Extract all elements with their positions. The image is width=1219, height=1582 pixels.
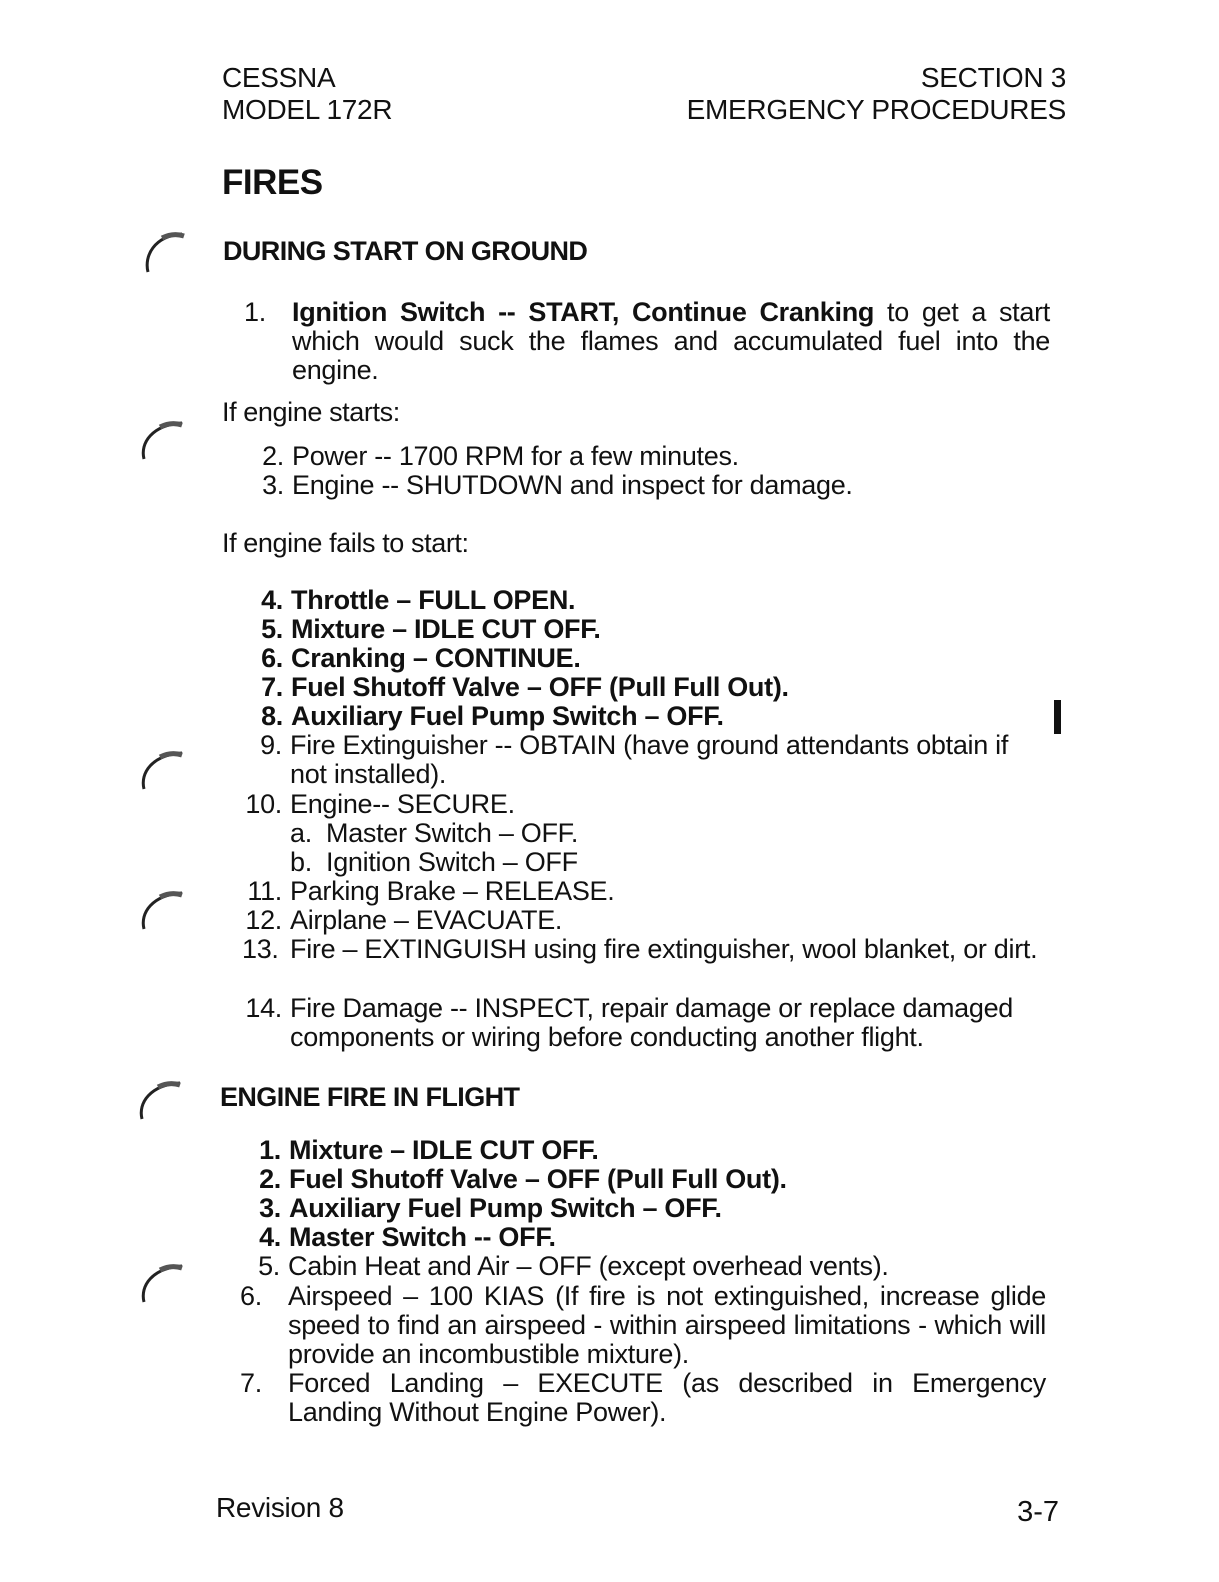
step-number: 14. [245, 993, 282, 1023]
step-text: Engine -- SHUTDOWN and inspect for damage. [292, 470, 853, 500]
step-text: Engine-- SECURE. [290, 789, 515, 819]
procedure-step [245, 789, 1048, 819]
procedure-step [259, 1222, 1047, 1252]
step-number: 7. [261, 672, 283, 702]
step-text: Fire Extinguisher -- OBTAIN (have ground attendants obtain if not installed). [290, 730, 1009, 789]
binder-hole-icon [138, 415, 186, 463]
step-number: 2. [259, 1164, 281, 1194]
step-number: 10. [245, 789, 282, 819]
step-text: Fuel Shutoff Valve – OFF (Pull Full Out). [291, 672, 789, 702]
procedure-step [244, 297, 1050, 385]
step-text: Throttle – FULL OPEN. [291, 585, 576, 615]
step-number: 13. [242, 934, 279, 964]
header-section: SECTION 3 [920, 62, 1066, 93]
binder-hole-icon [138, 1258, 186, 1306]
step-number: 1. [244, 297, 266, 327]
procedure-step [262, 470, 1050, 500]
procedure-step [247, 876, 1048, 906]
binder-hole-icon [140, 228, 188, 276]
procedure-step [259, 1164, 1047, 1194]
step-text: Fire – EXTINGUISH using fire extinguisher, wool blanket, or dirt. [290, 934, 1038, 964]
step-number: 11. [247, 876, 282, 906]
revision-change-bar [1054, 700, 1061, 734]
step-text: Airspeed – 100 KIAS (If fire is not extinguished, increase glide speed to find an airspeed - within airspeed limitations - which will provide an incombustible mixture). [288, 1281, 1046, 1369]
step-text: Auxiliary Fuel Pump Switch – OFF. [289, 1193, 722, 1223]
procedure-step [258, 1251, 1046, 1281]
step-text: Cabin Heat and Air – OFF (except overhead vents). [288, 1251, 889, 1281]
step-text: Airplane – EVACUATE. [290, 905, 563, 935]
substep-letter: a. [290, 818, 312, 848]
header-left [222, 62, 392, 126]
footer-revision: Revision 8 [216, 1492, 344, 1523]
step-text: Mixture – IDLE CUT OFF. [291, 614, 601, 644]
procedure-substep [290, 818, 1046, 848]
substep-text: Ignition Switch – OFF [326, 847, 578, 877]
procedure-step [240, 1368, 1046, 1427]
step-number: 4. [261, 585, 283, 615]
section-heading-start-on-ground: DURING START ON GROUND [223, 236, 588, 266]
procedure-substep [290, 847, 1046, 877]
step-text: Cranking – CONTINUE. [291, 643, 581, 673]
step-action: Ignition Switch -- START, Continue Cranking [292, 297, 875, 327]
condition-engine-fails: If engine fails to start: [222, 528, 469, 558]
step-text: Fire Damage -- INSPECT, repair damage or replace damaged components or wiring before conducting another flight. [290, 993, 1014, 1052]
procedure-step [261, 643, 1049, 673]
step-text: Master Switch -- OFF. [289, 1222, 556, 1252]
step-number: 1. [259, 1135, 281, 1165]
procedure-step [260, 730, 1048, 789]
step-number: 6. [240, 1281, 262, 1311]
section-heading-engine-fire-in-flight: ENGINE FIRE IN FLIGHT [220, 1082, 520, 1112]
substep-letter: b. [290, 847, 312, 877]
step-text: Parking Brake – RELEASE. [290, 876, 615, 906]
binder-hole-icon [138, 885, 186, 933]
step-number: 5. [261, 614, 283, 644]
header-manufacturer: CESSNA [222, 62, 336, 93]
step-number: 9. [260, 730, 282, 760]
binder-hole-icon [138, 745, 186, 793]
step-number: 7. [240, 1368, 262, 1398]
step-number: 4. [259, 1222, 281, 1252]
procedure-step [261, 585, 1049, 615]
step-text: Auxiliary Fuel Pump Switch – OFF. [291, 701, 724, 731]
step-detail: to get a start which would suck the flames and accumulated fuel into the engine. [292, 297, 1050, 385]
step-text: Power -- 1700 RPM for a few minutes. [292, 441, 739, 471]
procedure-step [261, 672, 1049, 702]
procedure-step [245, 905, 1048, 935]
header-section-title: EMERGENCY PROCEDURES [686, 94, 1066, 125]
page-title: FIRES [222, 163, 323, 202]
procedure-step [262, 441, 1050, 471]
condition-engine-starts: If engine starts: [222, 397, 400, 427]
procedure-step [242, 934, 1048, 964]
binder-hole-icon [136, 1075, 184, 1123]
step-text: Fuel Shutoff Valve – OFF (Pull Full Out). [289, 1164, 787, 1194]
step-number: 2. [262, 441, 284, 471]
procedure-step [259, 1193, 1047, 1223]
step-number: 3. [259, 1193, 281, 1223]
step-text: Mixture – IDLE CUT OFF. [289, 1135, 599, 1165]
step-number: 12. [245, 905, 282, 935]
footer-page-number: 3-7 [1017, 1496, 1059, 1528]
substep-text: Master Switch – OFF. [326, 818, 579, 848]
step-number: 6. [261, 643, 283, 673]
step-number: 3. [262, 470, 284, 500]
header-model: MODEL 172R [222, 94, 393, 125]
procedure-step [240, 1281, 1046, 1369]
procedure-step [259, 1135, 1047, 1165]
header-right [687, 62, 1066, 126]
procedure-step [261, 701, 1049, 731]
step-text: Forced Landing – EXECUTE (as described in Emergency Landing Without Engine Power). [288, 1368, 1046, 1427]
procedure-step [245, 993, 1048, 1052]
procedure-step [261, 614, 1049, 644]
step-number: 8. [261, 701, 283, 731]
step-number: 5. [258, 1251, 280, 1281]
